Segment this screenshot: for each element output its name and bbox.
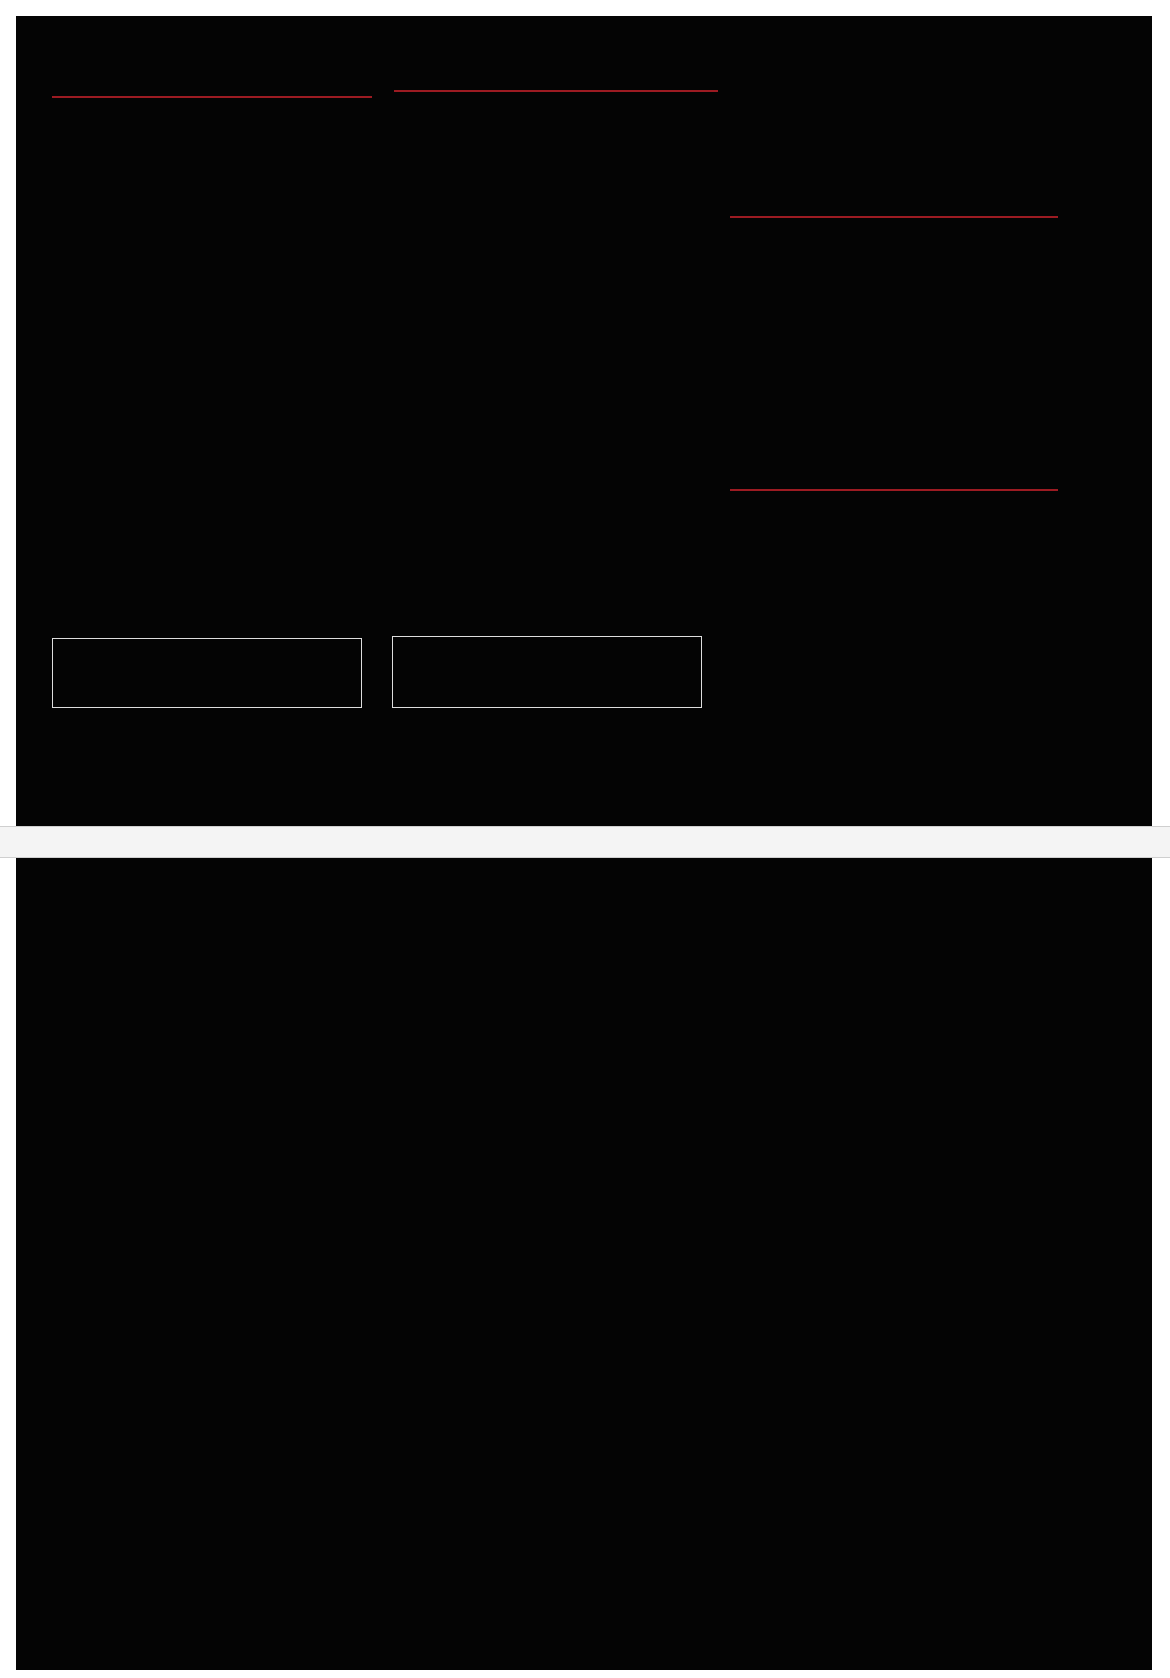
divider [730,216,1058,218]
food-menu-page [16,16,1152,826]
share-tower-box [52,638,362,708]
divider [394,90,718,92]
divider [52,96,372,98]
divider [730,489,1058,491]
beverage-menu-page [16,858,1152,1670]
date-night-box [392,636,702,708]
page-separator [0,826,1170,858]
